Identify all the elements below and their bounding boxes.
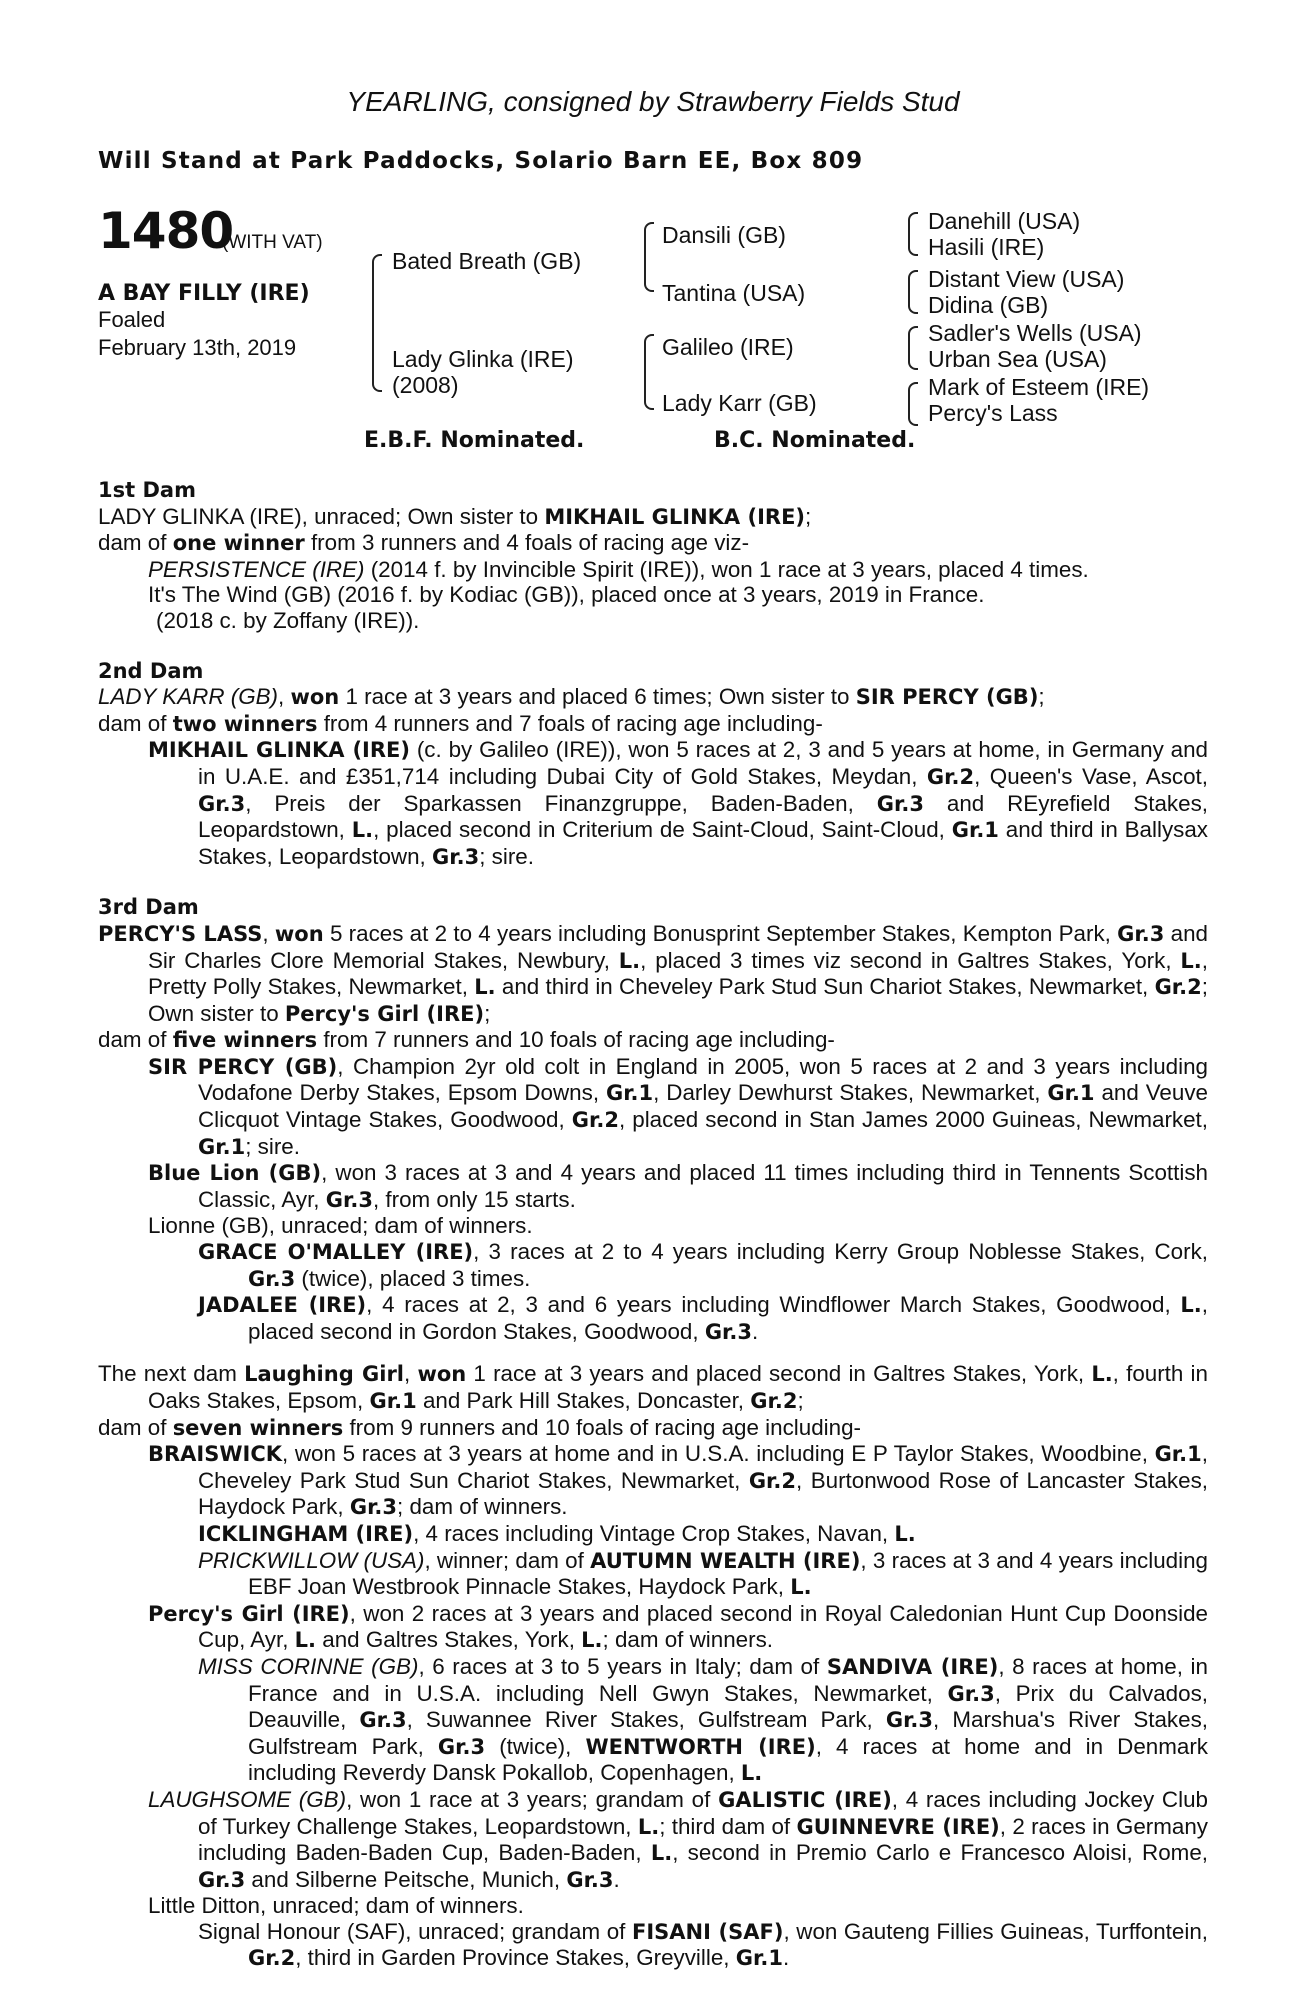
third-dam-offspring: SIR PERCY (GB), Champion 2yr old colt in England in 2005, won 5 races at 2 and 3 years including Vodafone Derby Stakes, Epsom Downs, Gr.1, Darley Dewhurst Stakes, Newmarket, Gr.1 and Veuve Clicquot Vintage Stakes, Goodwood, Gr.2, placed second in Stan James 2000 Guineas, Newmarket, Gr.1; sire. — [148, 1053, 1208, 1159]
foaled-label: Foaled — [98, 307, 166, 332]
grand-offspring: Signal Honour (SAF), unraced; grandam of FISANI (SAF), won Gauteng Fillies Guineas, Turffontein, Gr.2, third in Garden Province Stakes, Greyville, Gr.1. — [198, 1918, 1208, 1971]
first-dam-line: LADY GLINKA (IRE), unraced; Own sister to MIKHAIL GLINKA (IRE); — [98, 503, 812, 529]
dam-sire: Galileo (IRE) — [662, 334, 794, 360]
great-grandsire-4: Mark of Esteem (IRE) — [928, 374, 1150, 400]
third-dam-heading: 3rd Dam — [98, 895, 199, 920]
g-brace-2 — [908, 270, 918, 314]
next-dam-offspring: Percy's Girl (IRE), won 2 races at 3 years and placed second in Royal Caledonian Hunt Cup Doonside Cup, Ayr, L. and Galtres Stakes, York, L.; dam of winners. — [148, 1600, 1208, 1653]
vat-label: (WITH VAT) — [222, 232, 323, 253]
ebf-nominated: E.B.F. Nominated. — [364, 428, 585, 453]
first-dam-heading: 1st Dam — [98, 478, 196, 502]
bc-nominated: B.C. Nominated. — [714, 428, 916, 453]
grand-offspring: JADALEE (IRE), 4 races at 2, 3 and 6 years including Windflower March Stakes, Goodwood, L., placed second in Gordon Stakes, Goodwood, Gr.3. — [198, 1292, 1208, 1344]
horse-name: A BAY FILLY (IRE) — [98, 281, 310, 306]
great-grandsire-2: Distant View (USA) — [928, 266, 1125, 292]
sire-sire: Dansili (GB) — [662, 222, 786, 248]
third-dam-line: PERCY'S LASS, won 5 races at 2 to 4 years including Bonusprint September Stakes, Kempton Park, Gr.3 and Sir Charles Clore Memorial Stakes, Newbury, L., placed 3 times viz second in Galtres Stakes, York, L., Pretty Polly Stakes, Newmarket, L. and third in Cheveley Park Stud Sun Chariot Stakes, Newmarket, Gr.2; Own sister to Percy's Girl (IRE); — [98, 920, 1208, 1026]
third-dam-produce-line: dam of five winners from 7 runners and 10 foals of racing age including- — [98, 1027, 835, 1053]
sire-brace — [644, 222, 654, 292]
great-granddam-3: Urban Sea (USA) — [928, 346, 1107, 372]
family-notes — [98, 478, 1208, 1972]
first-dam-produce-line: dam of one winner from 3 runners and 4 foals of racing age viz- — [98, 530, 750, 556]
third-dam-offspring: Lionne (GB), unraced; dam of winners. — [148, 1213, 533, 1239]
second-dam-offspring: MIKHAIL GLINKA (IRE) (c. by Galileo (IRE)), won 5 races at 2, 3 and 5 years at home, in Germany and in U.A.E. and £351,714 including Dubai City of Gold Stakes, Meydan, Gr.2, Queen's Vase, Ascot, Gr.3, Preis der Sparkassen Finanzgruppe, Baden-Baden, Gr.3 and REyrefield Stakes, Leopardstown, L., placed second in Criterium de Saint-Cloud, Saint-Cloud, Gr.1 and third in Ballysax Stakes, Leopardstown, Gr.3; sire. — [148, 737, 1209, 869]
next-dam-line: The next dam Laughing Girl, won 1 race at 3 years and placed second in Galtres Stakes, York, L., fourth in Oaks Stakes, Epsom, Gr.1 and Park Hill Stakes, Doncaster, Gr.2; — [98, 1361, 1208, 1413]
first-dam-offspring: It's The Wind (GB) (2016 f. by Kodiac (GB)), placed once at 3 years, 2019 in France. — [148, 582, 985, 608]
dam-year: (2008) — [392, 372, 459, 398]
grand-offspring: GRACE O'MALLEY (IRE), 3 races at 2 to 4 years including Kerry Group Noblesse Stakes, Cork, Gr.3 (twice), placed 3 times. — [198, 1239, 1209, 1291]
great-grandsire-3: Sadler's Wells (USA) — [928, 320, 1142, 346]
sire-dam: Tantina (USA) — [662, 280, 806, 306]
g-brace-4 — [908, 382, 918, 426]
second-dam-heading: 2nd Dam — [98, 658, 204, 683]
next-dam-offspring: LAUGHSOME (GB), won 1 race at 3 years; grandam of GALISTIC (IRE), 4 races including Jockey Club of Turkey Challenge Stakes, Leopardstown, L.; third dam of GUINNEVRE (IRE), 2 races in Germany including Baden-Baden Cup, Baden-Baden, L., second in Premio Carlo e Francesco Aloisi, Rome, Gr.3 and Silberne Peitsche, Munich, Gr.3. — [148, 1786, 1208, 1892]
grand-offspring: MISS CORINNE (GB), 6 races at 3 to 5 years in Italy; dam of SANDIVA (IRE), 8 races at home, in France and in U.S.A. including Nell Gwyn Stakes, Newmarket, Gr.3, Prix du Calvados, Deauville, Gr.3, Suwannee River Stakes, Gulfstream Park, Gr.3, Marshua's River Stakes, Gulfstream Park, Gr.3 (twice), WENTWORTH (IRE), 4 races at home and in Denmark including Reverdy Dansk Pokallob, Copenhagen, L. — [198, 1653, 1209, 1786]
pedigree-brace — [372, 254, 382, 392]
great-granddam-1: Hasili (IRE) — [928, 234, 1045, 260]
great-grandsire-1: Danehill (USA) — [928, 208, 1081, 234]
g-brace-3 — [908, 326, 918, 370]
grand-offspring: PRICKWILLOW (USA), winner; dam of AUTUMN WEALTH (IRE), 3 races at 3 and 4 years including EBF Joan Westbrook Pinnacle Stakes, Haydock Park, L. — [198, 1547, 1208, 1600]
foaled-date: February 13th, 2019 — [98, 335, 297, 360]
next-dam-offspring: Little Ditton, unraced; dam of winners. — [148, 1893, 524, 1919]
second-dam-line: LADY KARR (GB), won 1 race at 3 years and placed 6 times; Own sister to SIR PERCY (GB); — [98, 684, 1045, 710]
dam-brace — [644, 334, 654, 410]
lot-number: 1480 — [98, 202, 234, 260]
third-dam-offspring: Blue Lion (GB), won 3 races at 3 and 4 years and placed 11 times including third in Tennents Scottish Classic, Ayr, Gr.3, from only 15 starts. — [148, 1160, 1208, 1212]
great-granddam-2: Didina (GB) — [928, 292, 1049, 318]
dam-dam: Lady Karr (GB) — [662, 390, 817, 416]
first-dam-offspring: (2018 c. by Zoffany (IRE)). — [156, 607, 420, 633]
dam: Lady Glinka (IRE) — [392, 346, 574, 372]
next-dam-produce-line: dam of seven winners from 9 runners and 10 foals of racing age including- — [98, 1414, 862, 1440]
stand-line: Will Stand at Park Paddocks, Solario Barn EE, Box 809 — [98, 148, 864, 174]
g-brace-1 — [908, 212, 918, 256]
grand-offspring: ICKLINGHAM (IRE), 4 races including Vintage Crop Stakes, Navan, L. — [198, 1520, 916, 1546]
next-dam-offspring: BRAISWICK, won 5 races at 3 years at home and in U.S.A. including E P Taylor Stakes, Woodbine, Gr.1, Cheveley Park Stud Sun Chariot Stakes, Newmarket, Gr.2, Burtonwood Rose of Lancaster Stakes, Haydock Park, Gr.3; dam of winners. — [148, 1441, 1208, 1520]
sire: Bated Breath (GB) — [392, 248, 582, 274]
great-granddam-4: Percy's Lass — [928, 400, 1058, 426]
first-dam-offspring: PERSISTENCE (IRE) (2014 f. by Invincible Spirit (IRE)), won 1 race at 3 years, placed 4 times. — [148, 556, 1089, 582]
second-dam-produce-line: dam of two winners from 4 runners and 7 foals of racing age including- — [98, 710, 823, 736]
sale-line: YEARLING, consigned by Strawberry Fields Stud — [346, 86, 960, 117]
